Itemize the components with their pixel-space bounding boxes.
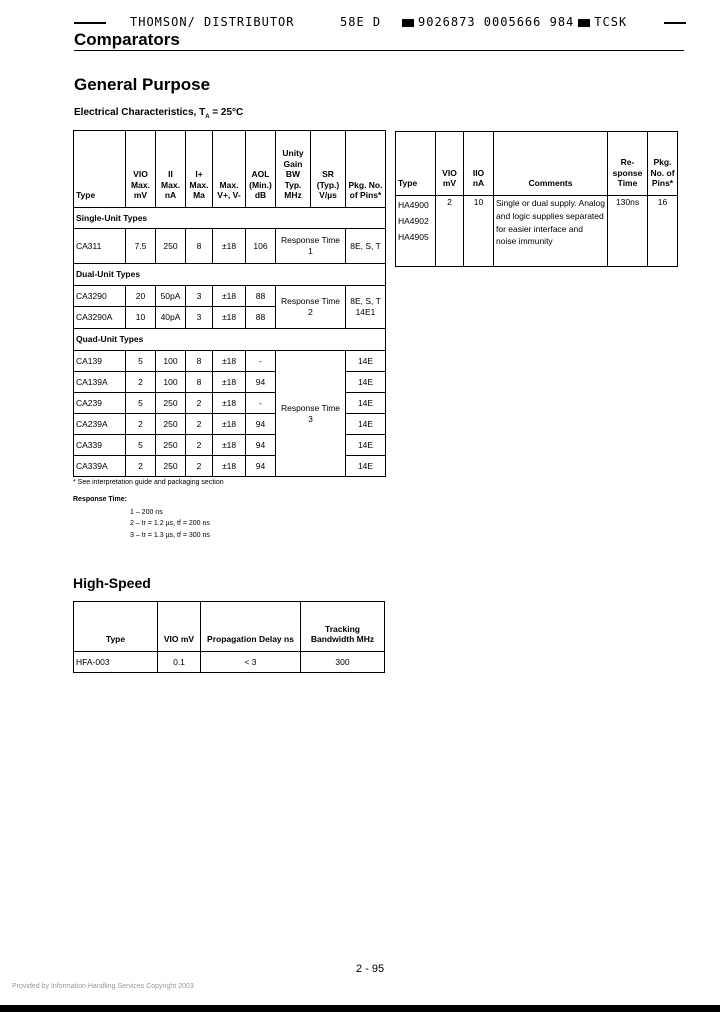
table-cell: ±18 [213, 393, 246, 414]
table-cell: 94 [246, 372, 276, 393]
table-cell: Re-sponse Time [608, 132, 648, 196]
table-cell: 250 [156, 414, 186, 435]
section-title: Comparators [74, 30, 180, 49]
col-pkg: Pkg. No. of Pins* [346, 131, 386, 208]
response-note-2: 2 – tr = 1.2 µs, tf = 200 ns [130, 520, 210, 527]
table-cell: VIO mV [158, 602, 201, 652]
table-cell: < 3 [201, 652, 301, 673]
table-cell: 88 [246, 307, 276, 329]
table-cell: 8 [186, 351, 213, 372]
table-cell: 40pA [156, 307, 186, 329]
table-cell: 8E, S, T [346, 229, 386, 264]
table-cell: ±18 [213, 456, 246, 477]
table-cell: - [246, 393, 276, 414]
table-cell: ±18 [213, 229, 246, 264]
scan-code-2 [398, 15, 627, 29]
table-cell: CA139A [74, 372, 126, 393]
table-cell: 250 [156, 435, 186, 456]
table-cell: ±18 [213, 414, 246, 435]
table-cell: 250 [156, 456, 186, 477]
table-row [74, 351, 386, 372]
table-cell: ±18 [213, 286, 246, 307]
table-cell: 94 [246, 456, 276, 477]
table-header-row [396, 132, 678, 196]
table-cell: 10 [464, 196, 494, 267]
table-row [396, 196, 678, 267]
table-cell: 7.5 [126, 229, 156, 264]
table-cell: 8 [186, 229, 213, 264]
response-time-3: Response Time 3 [276, 351, 346, 477]
table-cell: HA4900 HA4902 HA4905 [396, 196, 436, 267]
response-note-3: 3 – tr = 1.3 µs, tf = 300 ns [130, 532, 210, 539]
col-sr: SR (Typ.) V/µs [311, 131, 346, 208]
col-ii: II Max. nA [156, 131, 186, 208]
table-cell: Propagation Delay ns [201, 602, 301, 652]
group-quad-unit: Quad-Unit Types [74, 329, 386, 351]
table-cell: Type [396, 132, 436, 196]
table-header-row [74, 602, 385, 652]
table-cell: 5 [126, 393, 156, 414]
table-cell: 2 [126, 372, 156, 393]
col-unity-gain: Unity Gain BW Typ. MHz [276, 131, 311, 208]
table-cell: 94 [246, 435, 276, 456]
table-cell: 14E [346, 393, 386, 414]
table-cell: 3 [186, 286, 213, 307]
table-cell: CA239A [74, 414, 126, 435]
table-cell: CA3290 [74, 286, 126, 307]
table-cell: - [246, 351, 276, 372]
table-cell: CA339 [74, 435, 126, 456]
table-cell: ±18 [213, 435, 246, 456]
table-cell: 2 [126, 414, 156, 435]
scan-code-3: TCSK [594, 15, 628, 29]
table-cell: 20 [126, 286, 156, 307]
table-cell: 100 [156, 372, 186, 393]
copyright-line: Provided by Information Handling Services Copyright 2003 [12, 983, 194, 990]
table-cell: 2 [436, 196, 464, 267]
col-maxv: Max. V+, V- [213, 131, 246, 208]
table-cell: 14E [346, 372, 386, 393]
table-cell: 300 [301, 652, 385, 673]
ha4900-table [395, 131, 678, 267]
dual-pkg: 8E, S, T 14E1 [346, 286, 386, 329]
col-aol: AOL (Min.) dB [246, 131, 276, 208]
table-cell: ±18 [213, 307, 246, 329]
table-cell: 10 [126, 307, 156, 329]
header-rule-right [664, 22, 686, 24]
table-cell: 3 [186, 307, 213, 329]
table-cell: 2 [186, 456, 213, 477]
table-cell: Comments [494, 132, 608, 196]
header-rule-left [74, 22, 106, 24]
electrical-characteristics-label: Electrical Characteristics, $T_A = 25^\circ C$ [74, 107, 244, 120]
table-cell: 16 [648, 196, 678, 267]
high-speed-table [73, 601, 385, 673]
table-cell: VIO mV [436, 132, 464, 196]
table-cell: HFA-003 [74, 652, 158, 673]
table-cell: CA239 [74, 393, 126, 414]
table-cell: 106 [246, 229, 276, 264]
table-cell: 14E [346, 456, 386, 477]
col-iplus: I+ Max. Ma [186, 131, 213, 208]
high-speed-heading: High-Speed [73, 575, 151, 591]
table-cell: 8 [186, 372, 213, 393]
col-type: Type [74, 131, 126, 208]
table-cell: CA139 [74, 351, 126, 372]
table-cell: CA3290A [74, 307, 126, 329]
page-number: 2 - 95 [356, 963, 385, 975]
table-cell: 94 [246, 414, 276, 435]
col-vio: VIO Max. mV [126, 131, 156, 208]
table-row [74, 652, 385, 673]
general-purpose-heading: General Purpose [74, 75, 211, 94]
table-cell: Type [74, 602, 158, 652]
scan-bottom-edge [0, 1005, 720, 1012]
comments-cell: Single or dual supply. Analog and logic supplies separated for easier interface and noise immunity [494, 196, 608, 267]
table-cell: ±18 [213, 372, 246, 393]
response-note-1: 1 – 200 ns [130, 509, 163, 516]
table-cell: 2 [186, 414, 213, 435]
table-cell: 2 [186, 393, 213, 414]
table-cell: 2 [186, 435, 213, 456]
scan-code-1: 58E D [340, 15, 382, 29]
table-cell: IIO nA [464, 132, 494, 196]
group-single-unit: Single-Unit Types [74, 208, 386, 229]
table-cell: CA311 [74, 229, 126, 264]
table-cell: 0.1 [158, 652, 201, 673]
table-row [74, 229, 386, 264]
table-cell: 50pA [156, 286, 186, 307]
table-cell: 88 [246, 286, 276, 307]
table-cell: 2 [126, 456, 156, 477]
response-time-2: Response Time 2 [276, 286, 346, 329]
response-time-1: Response Time 1 [276, 229, 346, 264]
table-cell: 250 [156, 229, 186, 264]
table-cell: CA339A [74, 456, 126, 477]
table-cell: 14E [346, 435, 386, 456]
table-header-row [74, 131, 386, 208]
footnote: * See interpretation guide and packaging section [73, 479, 224, 486]
table-cell: Tracking Bandwidth MHz [301, 602, 385, 652]
table-cell: 250 [156, 393, 186, 414]
table-cell: 5 [126, 435, 156, 456]
table-cell: 5 [126, 351, 156, 372]
response-time-title: Response Time: [73, 496, 127, 503]
title-divider [74, 50, 684, 51]
table-cell: Pkg. No. of Pins* [648, 132, 678, 196]
scan-code-2-text: 9026873 0005666 984 [418, 15, 575, 29]
table-cell: 14E [346, 414, 386, 435]
group-dual-unit: Dual-Unit Types [74, 264, 386, 286]
scan-header-left: THOMSON/ DISTRIBUTOR [130, 15, 295, 29]
table-cell: ±18 [213, 351, 246, 372]
table-cell: 14E [346, 351, 386, 372]
general-purpose-table [73, 130, 386, 477]
table-cell: 130ns [608, 196, 648, 267]
table-cell: 100 [156, 351, 186, 372]
table-row [74, 286, 386, 307]
